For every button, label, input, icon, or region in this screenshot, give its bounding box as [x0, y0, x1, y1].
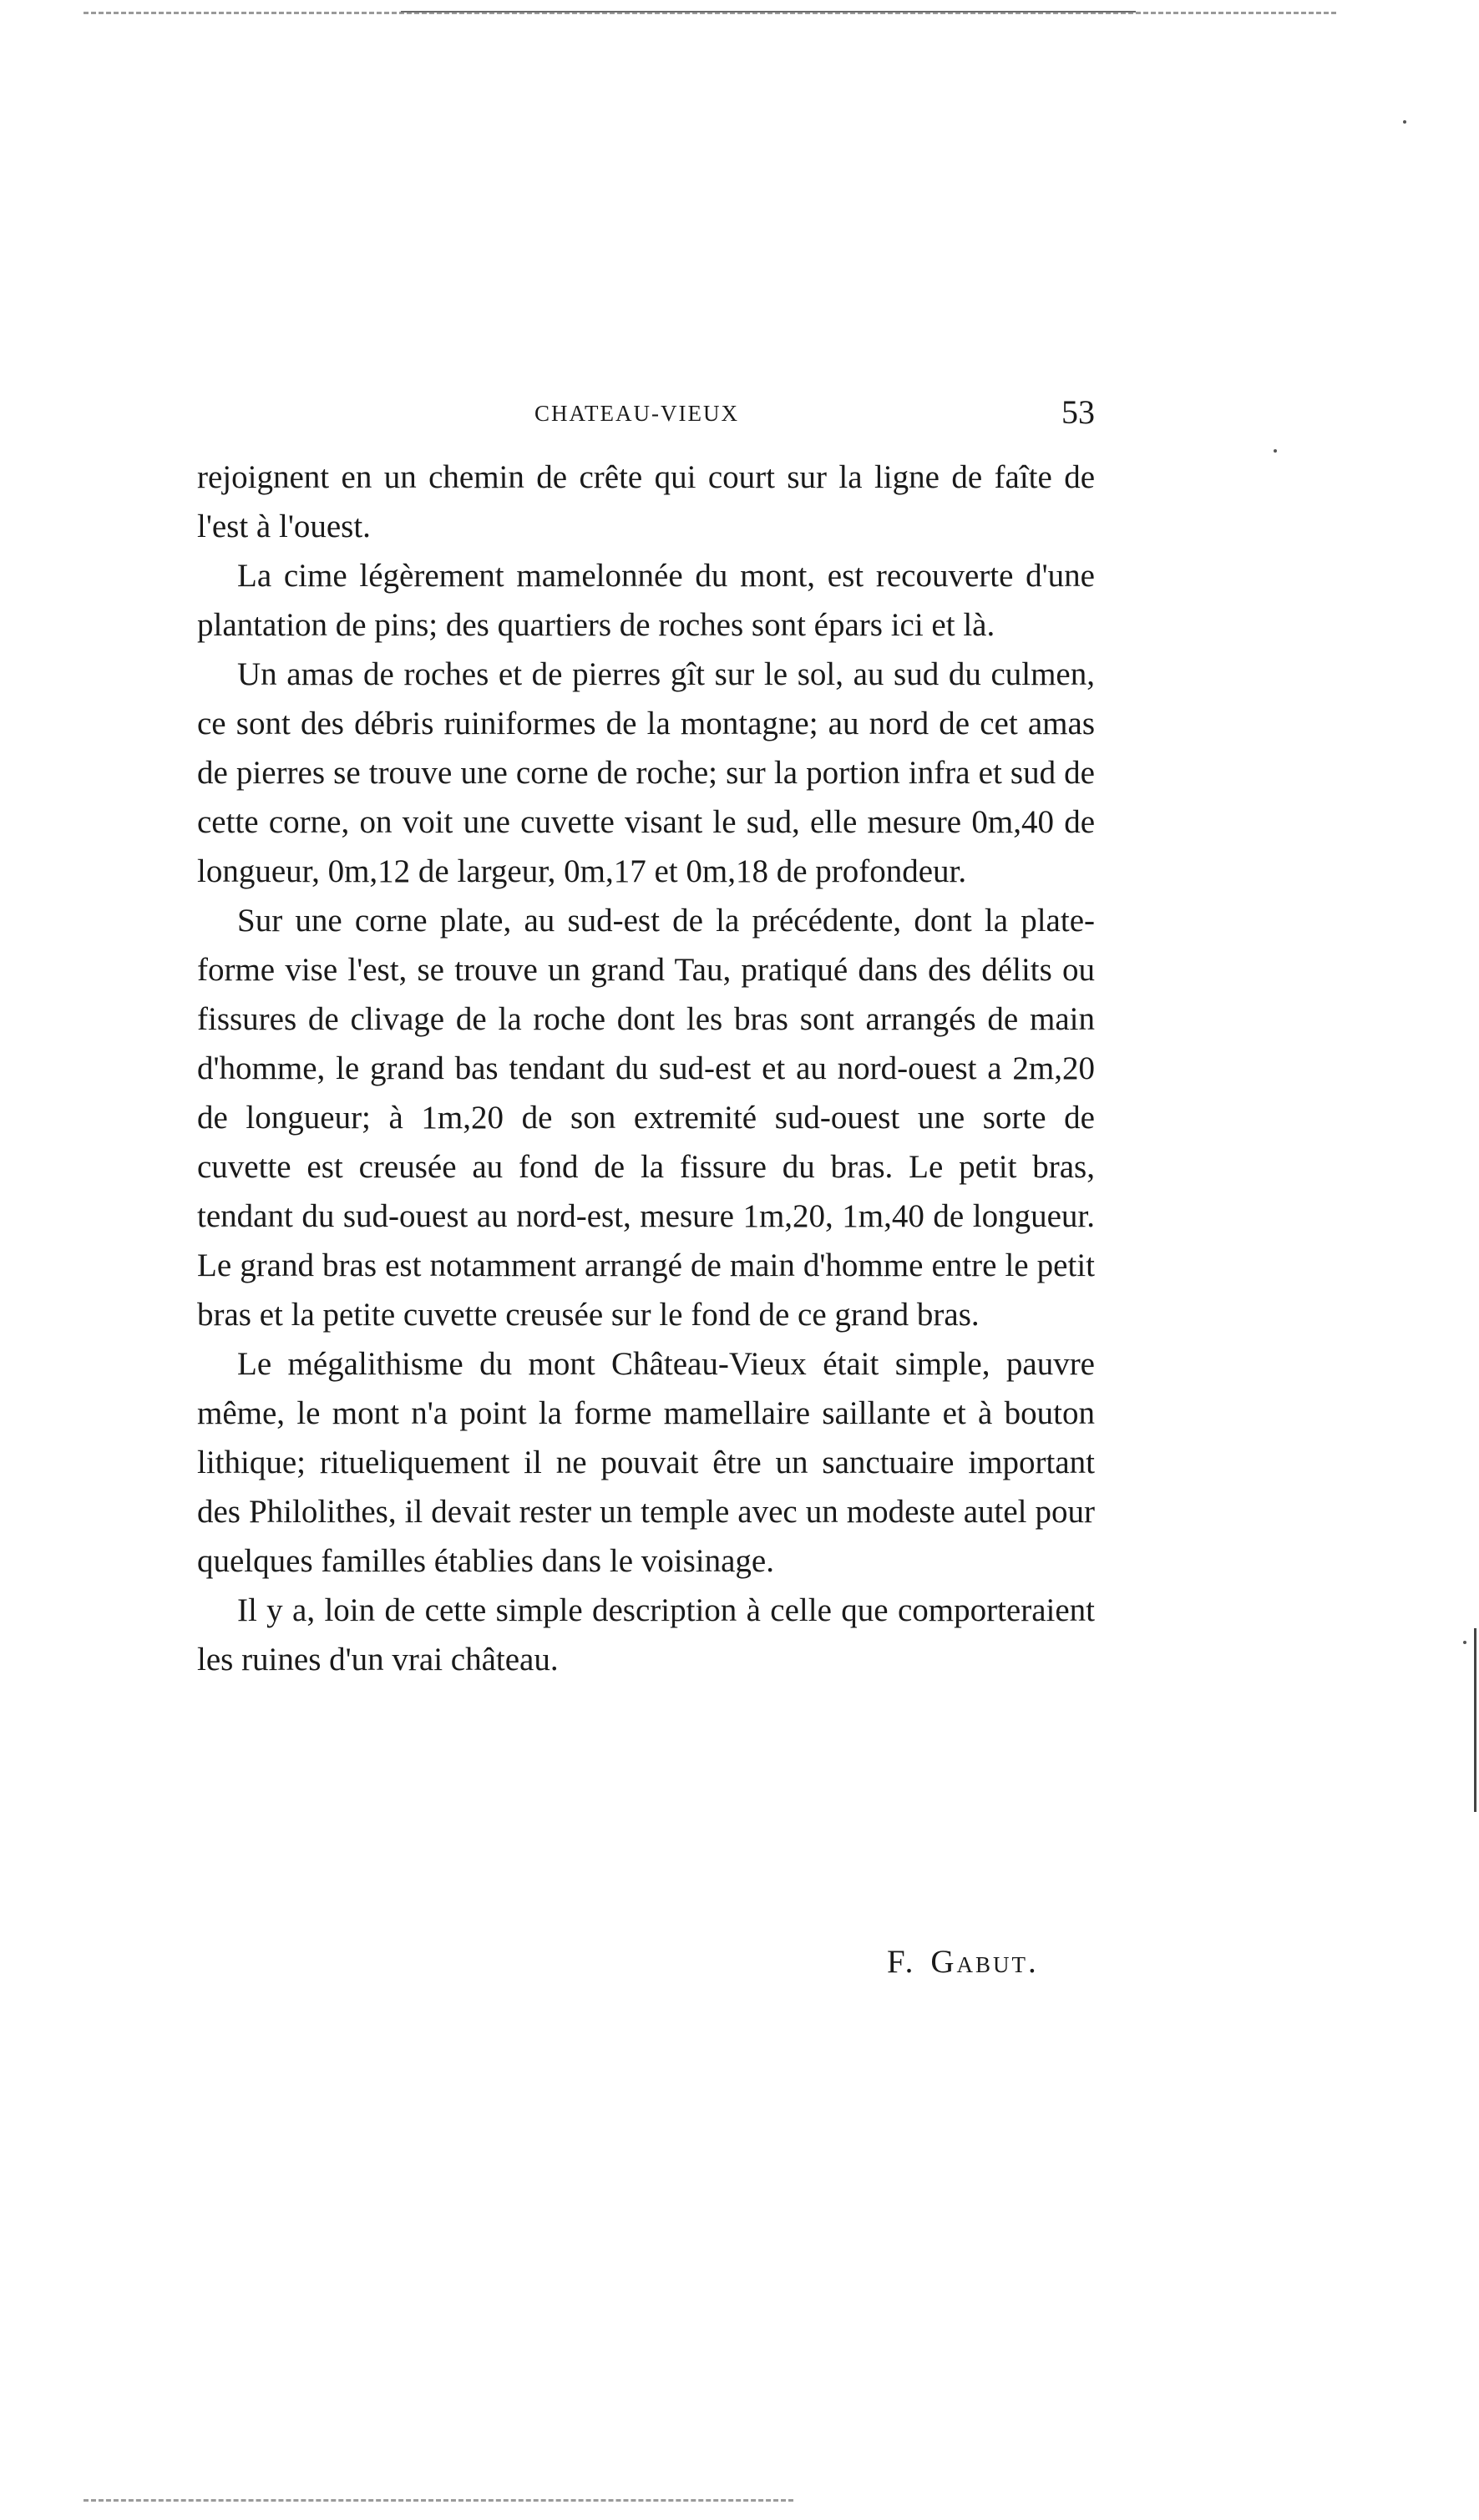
scan-speck [1463, 1641, 1466, 1644]
author-signature [887, 1943, 1039, 1981]
paragraph: Le mégalithisme du mont Château-Vieux était simple, pauvre même, le mont n'a point la forme mamellaire saillante et à bouton lithique; ritueliquement il ne pouvait être un sanctuaire important des Philolithes, il devait rester un temple avec un modeste autel pour quelques familles établies dans le voisinage. [197, 1346, 1095, 1579]
page-number: 53 [1061, 393, 1095, 431]
author-name: Gabut. [930, 1944, 1039, 1980]
scan-speck [1274, 449, 1277, 453]
body-text [197, 453, 1095, 1684]
paragraph: La cime légèrement mamelonnée du mont, est recouverte d'une plantation de pins; des quartiers de roches sont épars ici et là. [197, 558, 1095, 643]
scan-speck [1403, 120, 1406, 124]
paragraph: Un amas de roches et de pierres gît sur le sol, au sud du culmen, ce sont des débris ruiniformes de la montagne; au nord de cet amas de pierres se trouve une corne de roche; sur la portion infra et sud de cette corne, on voit une cuvette visant le sud, elle mesure 0m,40 de longueur, 0m,12 de largeur, 0m,17 et 0m,18 de profondeur. [197, 656, 1095, 889]
running-head [197, 392, 1095, 443]
scan-edge-right [1474, 1628, 1476, 1812]
author-initial: F. [887, 1944, 916, 1980]
paragraph: Il y a, loin de cette simple description à celle que comporteraient les ruines d'un vrai château. [197, 1592, 1095, 1677]
paragraph: Sur une corne plate, au sud-est de la précédente, dont la plate-forme vise l'est, se trouve un grand Tau, pratiqué dans des délits ou fissures de clivage de la roche dont les bras sont arrangés de main d'homme, le grand bas tendant du sud-est et au nord-ouest a 2m,20 de longueur; à 1m,20 de son extremité sud-ouest une sorte de cuvette est creusée au fond de la fissure du bras. Le petit bras, tendant du sud-ouest au nord-est, mesure 1m,20, 1m,40 de longueur. Le grand bras est notamment arrangé de main d'homme entre le petit bras et la petite cuvette creusée sur le fond de ce grand bras. [197, 903, 1095, 1333]
scan-edge-top-rule [401, 11, 1136, 13]
paragraph: rejoignent en un chemin de crête qui court sur la ligne de faîte de l'est à l'ouest. [197, 459, 1095, 544]
scan-edge-bottom [84, 2499, 793, 2502]
running-title: CHATEAU-VIEUX [534, 401, 739, 426]
